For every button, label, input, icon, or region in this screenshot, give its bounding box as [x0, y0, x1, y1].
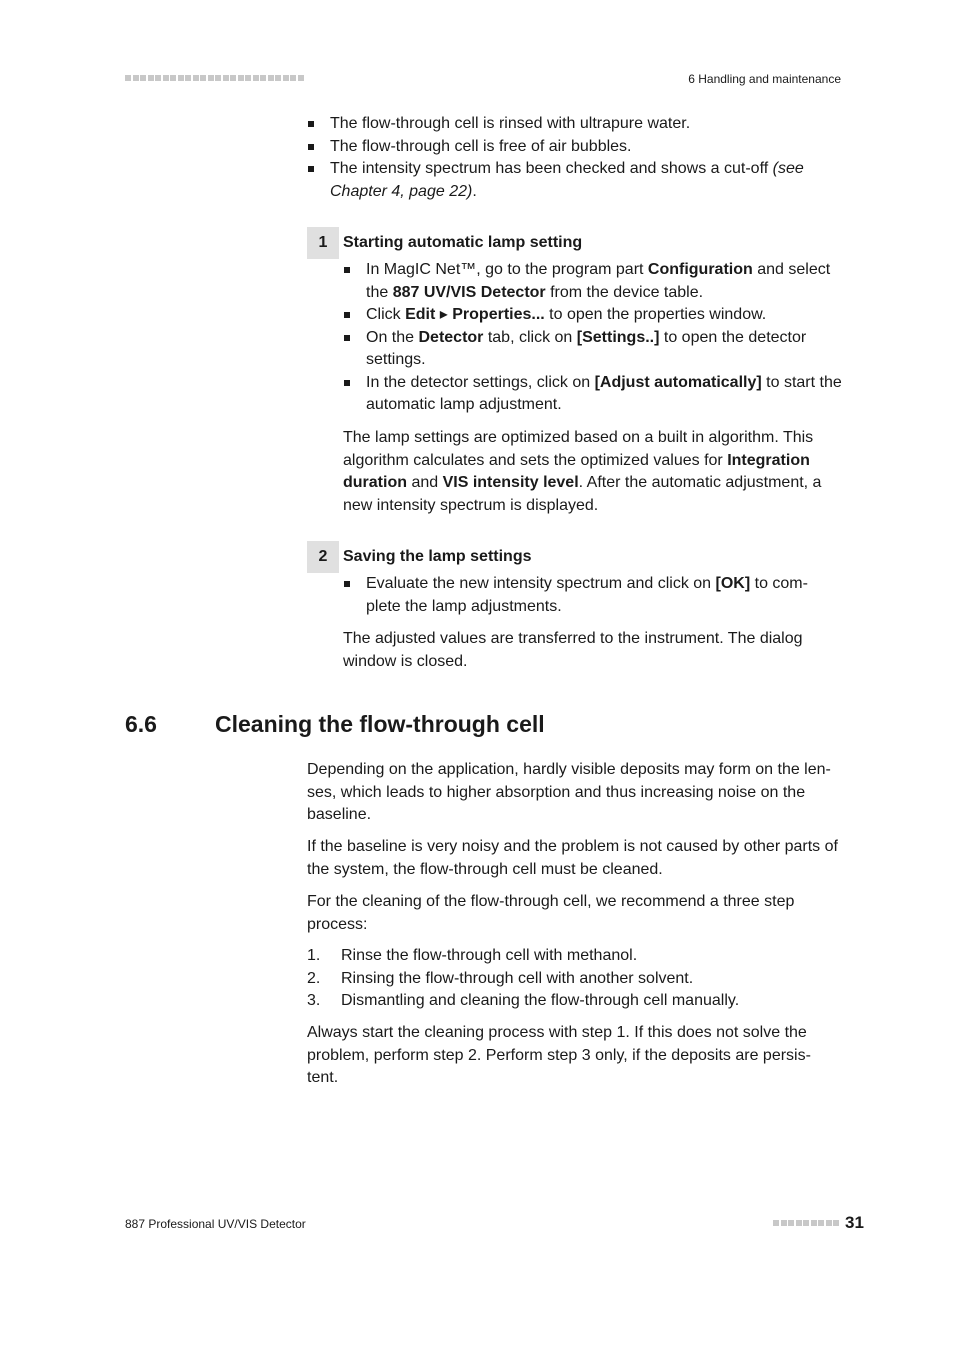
list-item: In the detector settings, click on [Adjust automatically] to start the automatic lamp adjustment.	[343, 372, 843, 417]
running-header: 6 Handling and maintenance	[688, 72, 841, 86]
list-item: Click Edit ▸ Properties... to open the properties window.	[343, 304, 843, 327]
section-paragraph: Always start the cleaning process with step 1. If this does not solve the problem, perform step 2. Perform step 3 only, if the deposits are persis-tent.	[307, 1024, 811, 1086]
menu-arrow-icon: ▸	[435, 306, 453, 323]
section-title: Cleaning the flow-through cell	[215, 711, 545, 737]
step-title: Starting automatic lamp setting	[343, 234, 583, 251]
list-item: 1. Rinse the flow-through cell with methanol.	[307, 947, 638, 964]
cleaning-steps-list	[307, 945, 843, 1013]
running-footer: 887 Professional UV/VIS Detector	[125, 1217, 306, 1231]
step-number: 1	[307, 227, 339, 259]
chapter-reference: (see Chapter 4, page 22)	[330, 160, 804, 200]
section-paragraph: Depending on the application, hardly visible deposits may form on the len-ses, which leads to higher absorption and thus increasing noise on the baseline.	[307, 761, 831, 823]
list-item: On the Detector tab, click on [Settings..] to open the detector settings.	[343, 327, 843, 372]
step-2-header	[307, 541, 531, 573]
step-1-instructions	[343, 259, 843, 417]
page-number: 31	[845, 1213, 864, 1232]
list-item: The flow-through cell is rinsed with ultrapure water.	[307, 113, 827, 136]
section-paragraph: If the baseline is very noisy and the problem is not caused by other parts of the system, the flow-through cell must be cleaned.	[307, 838, 838, 878]
header-decoration	[125, 75, 304, 81]
step-1-header	[307, 227, 582, 259]
step-number: 2	[307, 541, 339, 573]
footer-decoration	[773, 1220, 839, 1226]
list-item: 2. Rinsing the flow-through cell with another solvent.	[307, 969, 694, 987]
list-item: 3. Dismantling and cleaning the flow-through cell manually.	[307, 992, 740, 1009]
section-paragraph: For the cleaning of the flow-through cell, we recommend a three step process:	[307, 893, 795, 933]
list-item: Evaluate the new intensity spectrum and click on [OK] to com-plete the lamp adjustments.	[343, 573, 821, 618]
list-item: The intensity spectrum has been checked and shows a cut-off (see Chapter 4, page 22).	[307, 158, 827, 203]
step-title: Saving the lamp settings	[343, 548, 532, 565]
step-2-note: The adjusted values are transferred to the instrument. The dialog window is closed.	[343, 630, 803, 670]
list-item: The flow-through cell is free of air bubbles.	[307, 136, 827, 159]
prerequisite-list	[307, 113, 827, 203]
section-number: 6.6	[125, 711, 157, 737]
step-2-instructions	[343, 573, 821, 618]
step-1-note: The lamp settings are optimized based on a built in algorithm. This algorithm calculates and sets the optimized values for Integration duration and VIS intensity level. After the automatic adjustment, a new intensity spectrum is displayed.	[343, 429, 822, 514]
list-item: In MagIC Net™, go to the program part Configuration and select the 887 UV/VIS Detector from the device table.	[343, 259, 843, 304]
